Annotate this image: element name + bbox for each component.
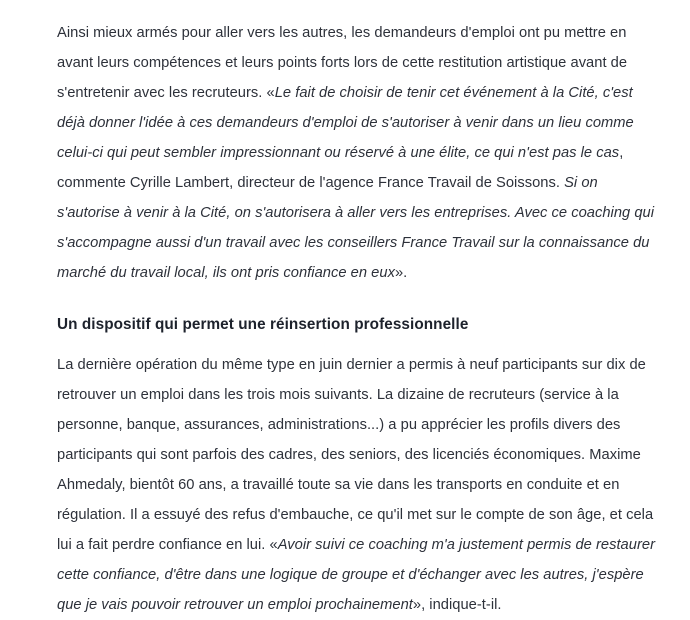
paragraph-intro-quote-1: Le fait de choisir de tenir cet événement à la Cité, c'est déjà donner l'idée à ces demandeurs d'emploi de s'autoriser à venir dans un lieu comme celui-ci qui peut sembler impressionnant ou réservé à une élite, ce qui n'est pas le cas: [57, 85, 634, 161]
paragraph-intro: [57, 18, 660, 288]
paragraph-intro-text-2: , commente Cyrille Lambert, directeur de l'agence France Travail de Soissons.: [57, 145, 624, 191]
paragraph-body: [57, 350, 660, 620]
paragraph-intro-text-3: ».: [394, 265, 408, 281]
paragraph-intro-text-1: Ainsi mieux armés pour aller vers les autres, les demandeurs d'emploi ont pu mettre en avant leurs compétences et leurs points forts lors de cette restitution artistique avant de s'entretenir avec les recruteurs. «: [57, 25, 628, 101]
paragraph-body-text-2: », indique-t-il.: [412, 597, 502, 613]
paragraph-intro-quote-2: Si on s'autorise à venir à la Cité, on s'autorisera à aller vers les entreprises. Avec ce coaching qui s'accompagne aussi d'un travail avec les conseillers France Travail sur la connaissance du marché du travail local, ils ont pris confiance en eux: [57, 175, 655, 281]
paragraph-body-quote-1: Avoir suivi ce coaching m'a justement permis de restaurer cette confiance, d'être dans une logique de groupe et d'échanger avec les autres, j'espère que je vais pouvoir retrouver un emploi prochainement: [57, 537, 655, 613]
paragraph-body-text-1: La dernière opération du même type en juin dernier a permis à neuf participants sur dix de retrouver un emploi dans les trois mois suivants. La dizaine de recruteurs (service à la personne, banque, assurances, administrations...) a pu apprécier les profils divers des participants qui sont parfois des cadres, des seniors, des licenciés économiques. Maxime Ahmedaly, bientôt 60 ans, a travaillé toute sa vie dans les transports en conduite et en régulation. Il a essuyé des refus d'embauche, ce qu'il met sur le compte de son âge, et cela lui a fait perdre confiance en lui. «: [57, 357, 654, 553]
section-heading: Un dispositif qui permet une réinsertion professionnelle: [57, 316, 469, 333]
